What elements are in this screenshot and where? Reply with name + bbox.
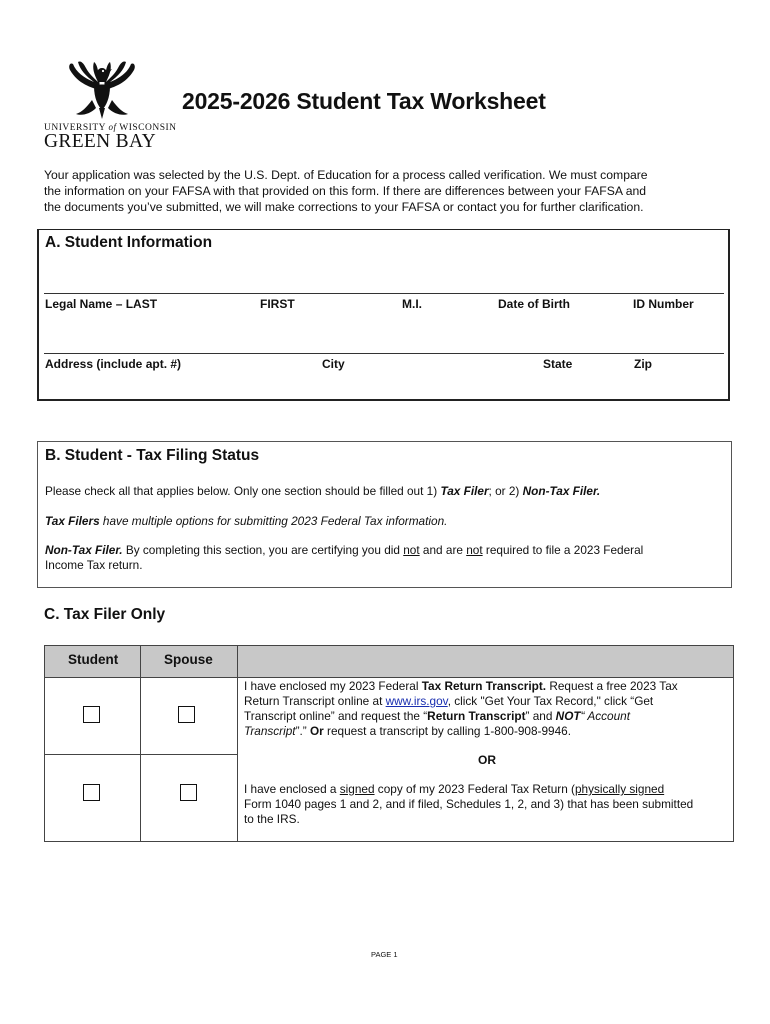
section-c-heading: C. Tax Filer Only (44, 606, 166, 623)
student-tax-return-checkbox[interactable] (83, 784, 100, 801)
student-transcript-checkbox[interactable] (83, 706, 100, 723)
page-title: 2025-2026 Student Tax Worksheet (182, 88, 546, 114)
section-b-heading: B. Student - Tax Filing Status (45, 447, 260, 464)
or-separator: OR (478, 753, 496, 767)
spouse-tax-return-checkbox[interactable] (180, 784, 197, 801)
intro-paragraph (44, 167, 724, 215)
filing-instruction: Please check all that applies below. Only one section should be filled out 1) Tax Filer; or 2) Non-Tax Filer. (45, 484, 601, 498)
column-divider (140, 646, 141, 841)
non-tax-filer-note: Non-Tax Filer. By completing this section, you are certifying you did not and are not required to file a 2023 Federal (45, 543, 644, 557)
section-student-information (37, 229, 730, 401)
logo-greenbay-text: GREEN BAY (44, 131, 156, 152)
transcript-option-line: Transcript online” and request the “Return Transcript” and NOT“ Account (244, 709, 630, 723)
label-zip: Zip (634, 357, 652, 371)
label-first-name: FIRST (260, 297, 295, 311)
table-header (45, 646, 733, 678)
section-a-heading: A. Student Information (45, 234, 213, 251)
column-divider (237, 646, 238, 841)
spouse-transcript-checkbox[interactable] (178, 706, 195, 723)
tax-filers-note: Tax Filers have multiple options for submitting 2023 Federal Tax information. (45, 514, 448, 528)
row-divider (45, 754, 238, 755)
name-line[interactable] (44, 293, 724, 294)
transcript-option-line: I have enclosed my 2023 Federal Tax Return Transcript. Request a free 2023 Tax (244, 679, 678, 693)
tax-filer-table (44, 645, 734, 842)
label-middle-initial: M.I. (402, 297, 422, 311)
phoenix-icon (64, 60, 140, 120)
col-header-spouse: Spouse (164, 652, 213, 667)
irs-link[interactable]: www.irs.gov (385, 694, 448, 708)
non-tax-filer-note-cont: Income Tax return. (45, 558, 143, 572)
label-address: Address (include apt. #) (45, 357, 182, 371)
page-number: PAGE 1 (371, 950, 398, 959)
intro-line: Your application was selected by the U.S. Dept. of Education for a process called verification. We must compare (44, 168, 648, 182)
logo-university-text: UNIVERSITY of WISCONSIN (44, 122, 177, 133)
label-state: State (543, 357, 573, 371)
label-city: City (322, 357, 345, 371)
transcript-option-line: Transcript”.” Or request a transcript by calling 1-800-908-9946. (244, 724, 572, 738)
col-header-student: Student (68, 652, 119, 667)
tax-return-option-line: to the IRS. (244, 812, 300, 826)
intro-line: the information on your FAFSA with that provided on this form. If there are differences between your FAFSA and (44, 184, 647, 198)
label-date-of-birth: Date of Birth (498, 297, 570, 311)
address-line[interactable] (44, 353, 724, 354)
university-logo (44, 60, 177, 152)
label-id-number: ID Number (633, 297, 694, 311)
intro-line: the documents you’ve submitted, we will make corrections to your FAFSA or contact you for further clarification. (44, 200, 644, 214)
label-last-name: Legal Name – LAST (45, 297, 158, 311)
tax-return-option-line: Form 1040 pages 1 and 2, and if filed, Schedules 1, 2, and 3) that has been submitted (244, 797, 694, 811)
transcript-option-line: Return Transcript online at www.irs.gov, click "Get Your Tax Record," click “Get (244, 694, 654, 708)
tax-return-option-line: I have enclosed a signed copy of my 2023 Federal Tax Return (physically signed (244, 782, 665, 796)
